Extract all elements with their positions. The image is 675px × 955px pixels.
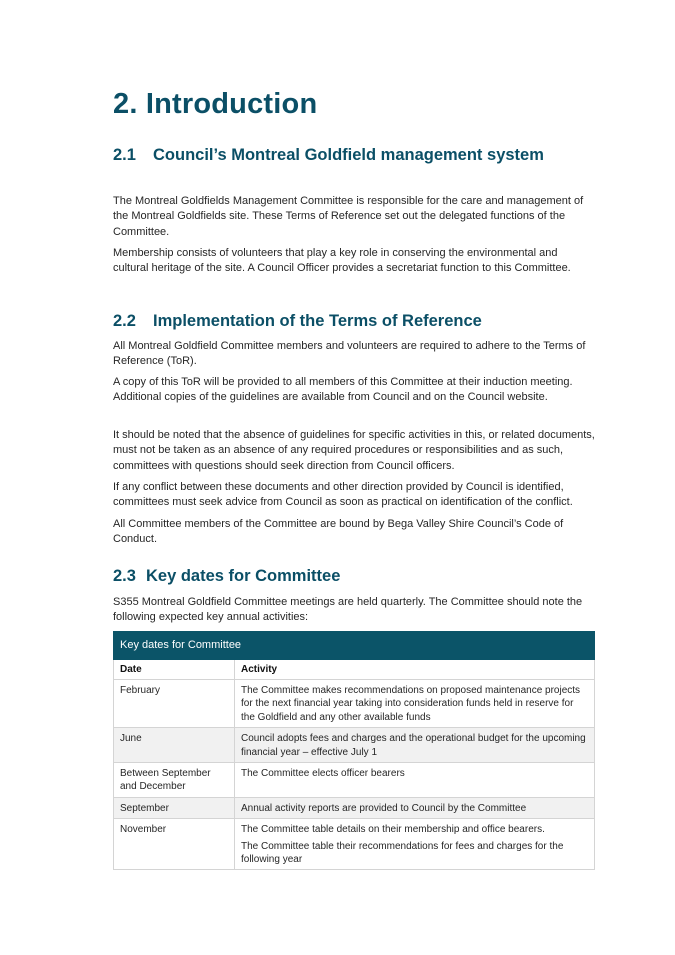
column-header-activity: Activity (235, 660, 595, 680)
paragraph: S355 Montreal Goldfield Committee meetings are held quarterly. The Committee should note the following expected key annual activities: (113, 596, 583, 624)
paragraph: Membership consists of volunteers that play a key role in conserving the environmental and cultural heritage of the site. A Council Officer provides a secretariat function to this Committee. (113, 247, 571, 275)
activity-cell (235, 728, 595, 763)
date-cell: Between September and December (114, 763, 235, 798)
section-title: Key dates for Committee (146, 567, 341, 585)
chapter-title: 2. Introduction (113, 88, 318, 120)
date-cell: September (114, 797, 235, 818)
column-header-date: Date (114, 660, 235, 680)
activity-text: The Committee table details on their membership and office bearers. (241, 824, 545, 836)
activity-text: The Committee makes recommendations on proposed maintenance projects for the next financial year taking into consideration funds held in reserve for the Goldfield and any other available funds (241, 685, 581, 723)
key-dates-table (113, 631, 595, 870)
section-number: 2.3 (113, 567, 136, 585)
table-title-row (114, 632, 595, 660)
paragraph: If any conflict between these documents and other direction provided by Council is identified, committees must seek advice from Council as soon as practical on identification of the conflict. (113, 481, 573, 509)
paragraph: The Montreal Goldfields Management Committee is responsible for the care and management of the Montreal Goldfields site. These Terms of Reference set out the delegated functions of the Committee. (113, 195, 584, 238)
section-2-1-heading (113, 146, 544, 165)
table-row (114, 763, 595, 798)
section-number: 2.2 (113, 312, 136, 330)
paragraph: All Committee members of the Committee are bound by Bega Valley Shire Council’s Code of Conduct. (113, 518, 564, 546)
activity-text: The Committee elects officer bearers (241, 768, 405, 780)
section-title: Council’s Montreal Goldfield management system (153, 146, 544, 164)
table-row (114, 680, 595, 728)
section-number: 2.1 (113, 146, 136, 164)
table-row (114, 819, 595, 870)
date-cell: February (114, 680, 235, 728)
activity-text: Council adopts fees and charges and the operational budget for the upcoming financial year – effective July 1 (241, 733, 586, 758)
section-title: Implementation of the Terms of Reference (153, 312, 482, 330)
activity-text: Annual activity reports are provided to Council by the Committee (241, 802, 527, 814)
table-header-row (114, 660, 595, 680)
activity-text: The Committee table their recommendations for fees and charges for the following year (241, 840, 564, 866)
paragraph: All Montreal Goldfield Committee members and volunteers are required to adhere to the Terms of Reference (ToR). (113, 340, 586, 368)
activity-cell (235, 819, 595, 870)
paragraph: It should be noted that the absence of guidelines for specific activities in this, or related documents, must not be taken as an absence of any required procedures or responsibilities and as such, committees with questions should seek direction from Council officers. (113, 429, 595, 472)
activity-cell (235, 680, 595, 728)
table-title: Key dates for Committee (114, 632, 595, 660)
activity-cell (235, 763, 595, 798)
date-cell: November (114, 819, 235, 870)
section-2-2-heading (113, 312, 482, 331)
section-2-3-heading (113, 567, 340, 586)
activity-cell (235, 797, 595, 818)
date-cell: June (114, 728, 235, 763)
paragraph: A copy of this ToR will be provided to all members of this Committee at their induction meeting. Additional copies of the guidelines are available from Council and on the Council website. (113, 376, 573, 404)
table-row (114, 797, 595, 818)
table-row (114, 728, 595, 763)
